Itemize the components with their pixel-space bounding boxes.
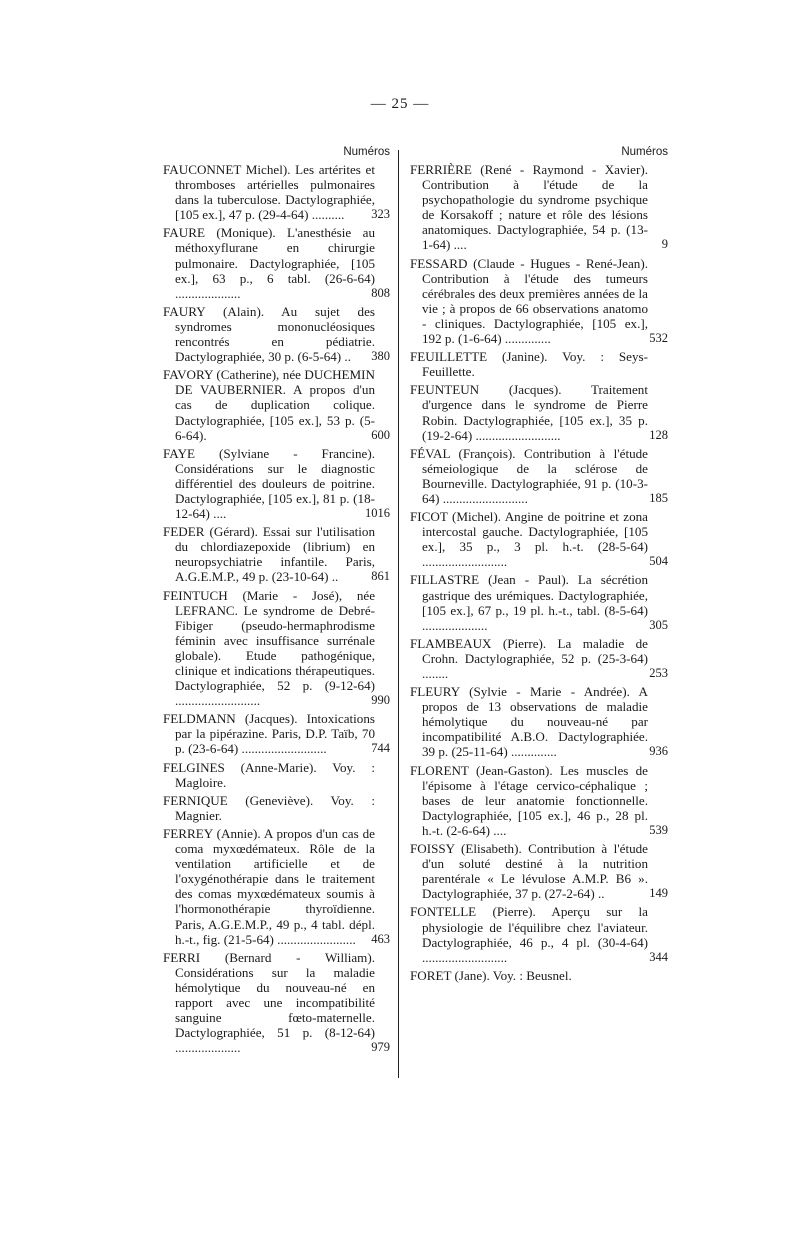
entry-text: FAYE (Sylviane - Francine). Considérations sur le diagnostic différentiel des douleurs de poitrine. Dactylographiée, [105 ex.], 81 p. (18-12-64) .... [163, 445, 375, 522]
index-entry [163, 446, 390, 521]
index-entry [163, 367, 390, 442]
entry-number: 463 [371, 931, 390, 946]
entry-text: FAURY (Alain). Au sujet des syndromes mononucléosiques rencontrés en pédiatrie. Dactylographiée, 30 p. (6-5-64) .. [163, 303, 375, 365]
entry-number: 253 [649, 666, 668, 680]
entry-number: 305 [649, 617, 668, 632]
entry-number: 128 [649, 427, 668, 442]
entry-number: 1016 [365, 506, 390, 521]
entry-text: FOISSY (Elisabeth). Contribution à l'étude d'un soluté destiné à la nutrition parentérale « Le lévulose A.M.P. B6 ». Dactylographiée, 37 p. (27-2-64) .. [410, 841, 648, 902]
entry-text: FONTELLE (Pierre). Aperçu sur la physiologie de l'équilibre chez l'aviateur. Dactylographiée, 46 p., 4 pl. (30-4-64) .......................... [410, 904, 648, 965]
index-entry [163, 225, 390, 300]
entry-number: 600 [371, 427, 390, 442]
left-column-header: Numéros [343, 146, 390, 158]
entry-number: 744 [371, 741, 390, 756]
column-divider [398, 150, 399, 1078]
index-entry [163, 162, 390, 222]
entry-number: 323 [371, 207, 390, 222]
index-entry [410, 382, 668, 442]
entry-text: FLEURY (Sylvie - Marie - Andrée). A propos de 13 observations de maladie hémolytique du nouveau-né par incompatibilité A.B.O. Dactylographiée. 39 p. (25-11-64) .............. [410, 684, 648, 760]
entry-number: 539 [649, 822, 668, 837]
index-entry [410, 446, 668, 506]
entry-number: 9 [661, 237, 668, 252]
entry-number: 149 [649, 886, 668, 901]
entry-number: 344 [649, 949, 668, 964]
entry-text: FEUILLETTE (Janine). Voy. : Seys-Feuillette. [410, 349, 648, 380]
index-entry [410, 968, 668, 983]
right-entry-list [410, 162, 668, 983]
entry-number: 861 [371, 569, 390, 584]
index-entry [410, 904, 668, 964]
entry-number: 380 [371, 349, 390, 364]
entry-text: FÉVAL (François). Contribution à l'étude sémeiologique de la sclérose de Bourneville. Dactylographiée, 91 p. (10-3-64) .......................... [410, 445, 648, 506]
index-entry [410, 256, 668, 347]
index-entry [410, 509, 668, 569]
index-entry [410, 684, 668, 759]
right-column-header: Numéros [621, 146, 668, 158]
entry-number: 504 [649, 554, 668, 569]
entry-number: 936 [649, 744, 668, 759]
entry-text: FERREY (Annie). A propos d'un cas de coma myxœdémateux. Rôle de la ventilation artificielle et de l'oxygénothérapie dans le traitement des comas myxœdémateux soumis à l'hormonothérapie thyroïdienne. Paris, A.G.E.M.P., 49 p., 4 tabl. dépl. h.-t., fig. (21-5-64) ........................ [163, 825, 375, 947]
entry-text: FELDMANN (Jacques). Intoxications par la pipérazine. Paris, D.P. Taïb, 70 p. (23-6-64) .......................... [163, 711, 375, 757]
index-entry [163, 793, 390, 823]
entry-text: FILLASTRE (Jean - Paul). La sécrétion gastrique des urémiques. Dactylographiée, [105 ex.], 67 p., 19 pl. h.-t., tabl. (8-5-64) .................... [410, 572, 648, 633]
index-entry [410, 349, 668, 379]
index-entry [163, 826, 390, 947]
entry-text: FAUCONNET Michel). Les artérites et thromboses artérielles pulmonaires dans la tuberculose. Dactylographiée, [105 ex.], 47 p. (29-4-64) .......... [163, 162, 375, 223]
index-entry [163, 711, 390, 756]
index-entry [163, 588, 390, 709]
index-entry [410, 763, 668, 838]
entry-text: FLORENT (Jean-Gaston). Les muscles de l'épisome à l'étage cervico-céphalique ; bases de leur anatomie fonctionnelle. Dactylographiée, [105 ex.], 46 p., 28 pl. h.-t. (2-6-64) .... [410, 762, 648, 838]
index-entry [410, 572, 668, 632]
left-column [163, 142, 390, 1058]
index-entry [163, 950, 390, 1056]
entry-text: FEINTUCH (Marie - José), née LEFRANC. Le syndrome de Debré-Fibiger (pseudo-hermaphrodisme féminin avec insuffisance surrénale globale). Etude pathogénique, clinique et indications thérapeutiques. Dactylographiée, 52 p. (9-12-64) .......................... [163, 587, 375, 709]
entry-number: 979 [371, 1040, 390, 1055]
index-entry [410, 636, 668, 681]
entry-number: 532 [649, 331, 668, 346]
entry-text: FEDER (Gérard). Essai sur l'utilisation du chlordiazepoxide (librium) en neuropsychiatrie infantile. Paris, A.G.E.M.P., 49 p. (23-10-64) .. [163, 524, 375, 585]
entry-text: FEUNTEUN (Jacques). Traitement d'urgence dans le syndrome de Pierre Robin. Dactylographiée, [105 ex.], 35 p. (19-2-64) .......................... [410, 382, 648, 443]
entry-text: FICOT (Michel). Angine de poitrine et zona intercostal gauche. Dactylographiée, [105 ex.], 35 p., 3 pl. h.-t. (28-5-64) .......................... [410, 509, 648, 570]
entry-text: FERRI (Bernard - William). Considérations sur la maladie hémolytique du nouveau-né en rapport avec une incompatibilité sanguine fœto-maternelle. Dactylographiée, 51 p. (8-12-64) .................... [163, 949, 375, 1056]
entry-number: 990 [371, 693, 390, 708]
entry-number: 185 [649, 490, 668, 505]
entry-text: FERRIÈRE (René - Raymond - Xavier). Contribution à l'étude de la psychopathologie du syndrome psychique de Korsakoff ; nature et rôle des lésions anatomiques. Dactylographiée, 54 p. (13-1-64) .... [410, 162, 648, 253]
entry-text: FESSARD (Claude - Hugues - René-Jean). Contribution à l'étude des tumeurs cérébrales des deux premières années de la vie ; à propos de 66 observations anatomo - cliniques. Dactylographiée, [105 ex.], 192 p. (1-6-64) .............. [410, 255, 648, 347]
page-number: — 25 — [370, 96, 430, 112]
entry-text: FORET (Jane). Voy. : Beusnel. [410, 967, 572, 983]
index-entry [410, 841, 668, 901]
entry-text: FAURE (Monique). L'anesthésie au méthoxyflurane en chirurgie pulmonaire. Dactylographiée, [105 ex.], 63 p., 6 tabl. (26-6-64) .................... [163, 225, 375, 301]
index-entry [410, 162, 668, 253]
right-column [410, 142, 668, 986]
entry-text: FAVORY (Catherine), née DUCHEMIN DE VAUBERNIER. A propos d'un cas de duplication colique. Dactylographiée, [105 ex.], 53 p. (5-6-64). [163, 367, 375, 443]
entry-text: FLAMBEAUX (Pierre). La maladie de Crohn. Dactylographiée, 52 p. (25-3-64) ........ [410, 635, 648, 681]
left-entry-list [163, 162, 390, 1055]
entry-text: FERNIQUE (Geneviève). Voy. : Magnier. [163, 792, 375, 823]
index-entry [163, 524, 390, 584]
entry-text: FELGINES (Anne-Marie). Voy. : Magloire. [163, 759, 375, 790]
index-entry [163, 760, 390, 790]
index-entry [163, 304, 390, 364]
entry-number: 808 [371, 285, 390, 300]
